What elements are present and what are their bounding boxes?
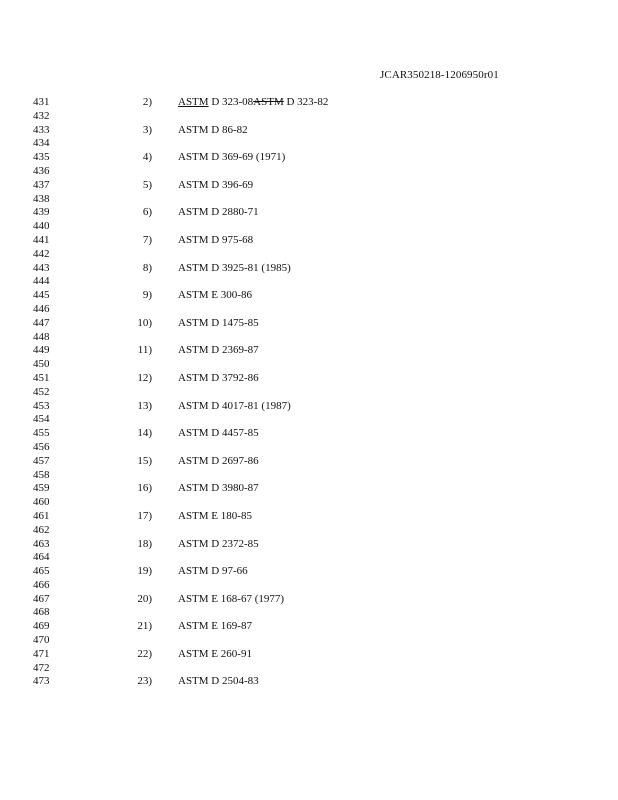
- line-number: 472: [33, 661, 50, 674]
- item-number: 18): [137, 537, 152, 550]
- line-number: 461: [33, 509, 50, 522]
- reference-text: ASTM D 2880-71: [178, 206, 259, 219]
- list-item: [0, 427, 618, 441]
- list-item: [0, 551, 618, 565]
- line-number: 449: [33, 344, 50, 357]
- line-number: 435: [33, 151, 50, 164]
- list-item: [0, 137, 618, 151]
- list-item: [0, 538, 618, 552]
- item-number: 22): [137, 647, 152, 660]
- list-item: [0, 179, 618, 193]
- line-number: 438: [33, 192, 50, 205]
- line-number: 471: [33, 647, 50, 660]
- line-number: 473: [33, 675, 50, 688]
- list-item: [0, 206, 618, 220]
- item-number: 21): [137, 620, 152, 633]
- inserted-text: ASTM: [178, 96, 209, 108]
- line-number: 433: [33, 123, 50, 136]
- list-item: [0, 358, 618, 372]
- list-item: [0, 455, 618, 469]
- reference-text: ASTM E 300-86: [178, 289, 252, 302]
- item-number: 19): [137, 565, 152, 578]
- line-number: 453: [33, 399, 50, 412]
- list-item: [0, 469, 618, 483]
- item-number: 14): [137, 427, 152, 440]
- item-number: 10): [137, 316, 152, 329]
- list-item: [0, 593, 618, 607]
- list-item: [0, 344, 618, 358]
- reference-segment: D 323-82: [283, 96, 329, 108]
- list-item: [0, 165, 618, 179]
- reference-text: ASTM D 975-68: [178, 233, 254, 246]
- list-item: [0, 234, 618, 248]
- line-number: 454: [33, 413, 50, 426]
- reference-text: [178, 96, 328, 110]
- item-number: 3): [142, 123, 152, 136]
- reference-text: ASTM D 2504-83: [178, 675, 259, 688]
- item-number: 4): [142, 151, 152, 164]
- list-item: [0, 303, 618, 317]
- reference-text: ASTM E 168-67 (1977): [178, 592, 285, 605]
- list-item: [0, 220, 618, 234]
- line-number: 465: [33, 565, 50, 578]
- line-number: 432: [33, 109, 50, 122]
- line-number: 466: [33, 578, 50, 591]
- reference-text: ASTM E 180-85: [178, 509, 252, 522]
- reference-text: ASTM D 86-82: [178, 123, 248, 136]
- reference-text: ASTM D 2369-87: [178, 344, 259, 357]
- line-number: 470: [33, 634, 50, 647]
- item-number: 2): [142, 96, 152, 108]
- reference-text: ASTM D 369-69 (1971): [178, 151, 286, 164]
- line-number: 463: [33, 537, 50, 550]
- item-number: 6): [142, 206, 152, 219]
- item-number: 12): [137, 371, 152, 384]
- list-item: [0, 648, 618, 662]
- line-number: 445: [33, 289, 50, 302]
- list-item: [0, 96, 618, 110]
- reference-text: ASTM D 396-69: [178, 178, 254, 191]
- reference-text: ASTM D 1475-85: [178, 316, 259, 329]
- line-number: 467: [33, 592, 50, 605]
- reference-text: ASTM E 260-91: [178, 647, 252, 660]
- line-number: 460: [33, 496, 50, 509]
- list-item: [0, 151, 618, 165]
- item-number: 23): [137, 675, 152, 688]
- reference-text: ASTM D 2697-86: [178, 454, 259, 467]
- line-number: 451: [33, 371, 50, 384]
- list-item: [0, 275, 618, 289]
- item-number: 8): [142, 261, 152, 274]
- reference-text: ASTM D 3792-86: [178, 371, 259, 384]
- list-item: [0, 400, 618, 414]
- line-number: 434: [33, 137, 50, 150]
- item-number: 13): [137, 399, 152, 412]
- list-item: [0, 193, 618, 207]
- list-item: [0, 372, 618, 386]
- line-number: 442: [33, 247, 50, 260]
- item-number: 9): [142, 289, 152, 302]
- line-number: 462: [33, 523, 50, 536]
- list-item: [0, 441, 618, 455]
- document-id: JCAR350218-1206950r01: [380, 69, 499, 81]
- list-item: [0, 496, 618, 510]
- list-item: [0, 413, 618, 427]
- list-item: [0, 289, 618, 303]
- deleted-text: ASTM: [253, 96, 284, 108]
- list-item: [0, 620, 618, 634]
- item-number: 15): [137, 454, 152, 467]
- line-number: 456: [33, 440, 50, 453]
- item-number: 7): [142, 233, 152, 246]
- list-item: [0, 317, 618, 331]
- line-number: 446: [33, 302, 50, 315]
- list-item: [0, 634, 618, 648]
- reference-text: ASTM D 4017-81 (1987): [178, 399, 291, 412]
- list-item: [0, 565, 618, 579]
- line-number: 464: [33, 551, 50, 564]
- item-number: 17): [137, 509, 152, 522]
- reference-segment: D 323-08: [208, 96, 254, 108]
- list-item: [0, 510, 618, 524]
- reference-text: ASTM D 3925-81 (1985): [178, 261, 291, 274]
- list-item: [0, 124, 618, 138]
- line-number: 437: [33, 178, 50, 191]
- list-item: [0, 524, 618, 538]
- list-item: [0, 579, 618, 593]
- line-number: 447: [33, 316, 50, 329]
- numbered-lines: [0, 96, 618, 689]
- reference-text: ASTM D 3980-87: [178, 482, 259, 495]
- list-item: [0, 262, 618, 276]
- reference-text: ASTM D 4457-85: [178, 427, 259, 440]
- line-number: 468: [33, 606, 50, 619]
- list-item: [0, 331, 618, 345]
- line-number: 452: [33, 385, 50, 398]
- reference-text: ASTM D 97-66: [178, 565, 248, 578]
- line-number: 459: [33, 482, 50, 495]
- list-item: [0, 482, 618, 496]
- line-number: 448: [33, 330, 50, 343]
- line-number: 443: [33, 261, 50, 274]
- line-number: 439: [33, 206, 50, 219]
- item-number: 20): [137, 592, 152, 605]
- line-number: 455: [33, 427, 50, 440]
- list-item: [0, 675, 618, 689]
- item-number: 16): [137, 482, 152, 495]
- list-item: [0, 606, 618, 620]
- line-number: 436: [33, 164, 50, 177]
- line-number: 441: [33, 233, 50, 246]
- list-item: [0, 386, 618, 400]
- line-number: 457: [33, 454, 50, 467]
- line-number: 458: [33, 468, 50, 481]
- line-number: 469: [33, 620, 50, 633]
- reference-text: ASTM D 2372-85: [178, 537, 259, 550]
- list-item: [0, 662, 618, 676]
- item-number: 11): [137, 344, 152, 357]
- reference-text: ASTM E 169-87: [178, 620, 252, 633]
- line-number: 450: [33, 358, 50, 371]
- line-number: 444: [33, 275, 50, 288]
- list-item: [0, 248, 618, 262]
- line-number: 440: [33, 220, 50, 233]
- list-item: [0, 110, 618, 124]
- item-number: 5): [142, 178, 152, 191]
- line-number: 431: [33, 96, 50, 108]
